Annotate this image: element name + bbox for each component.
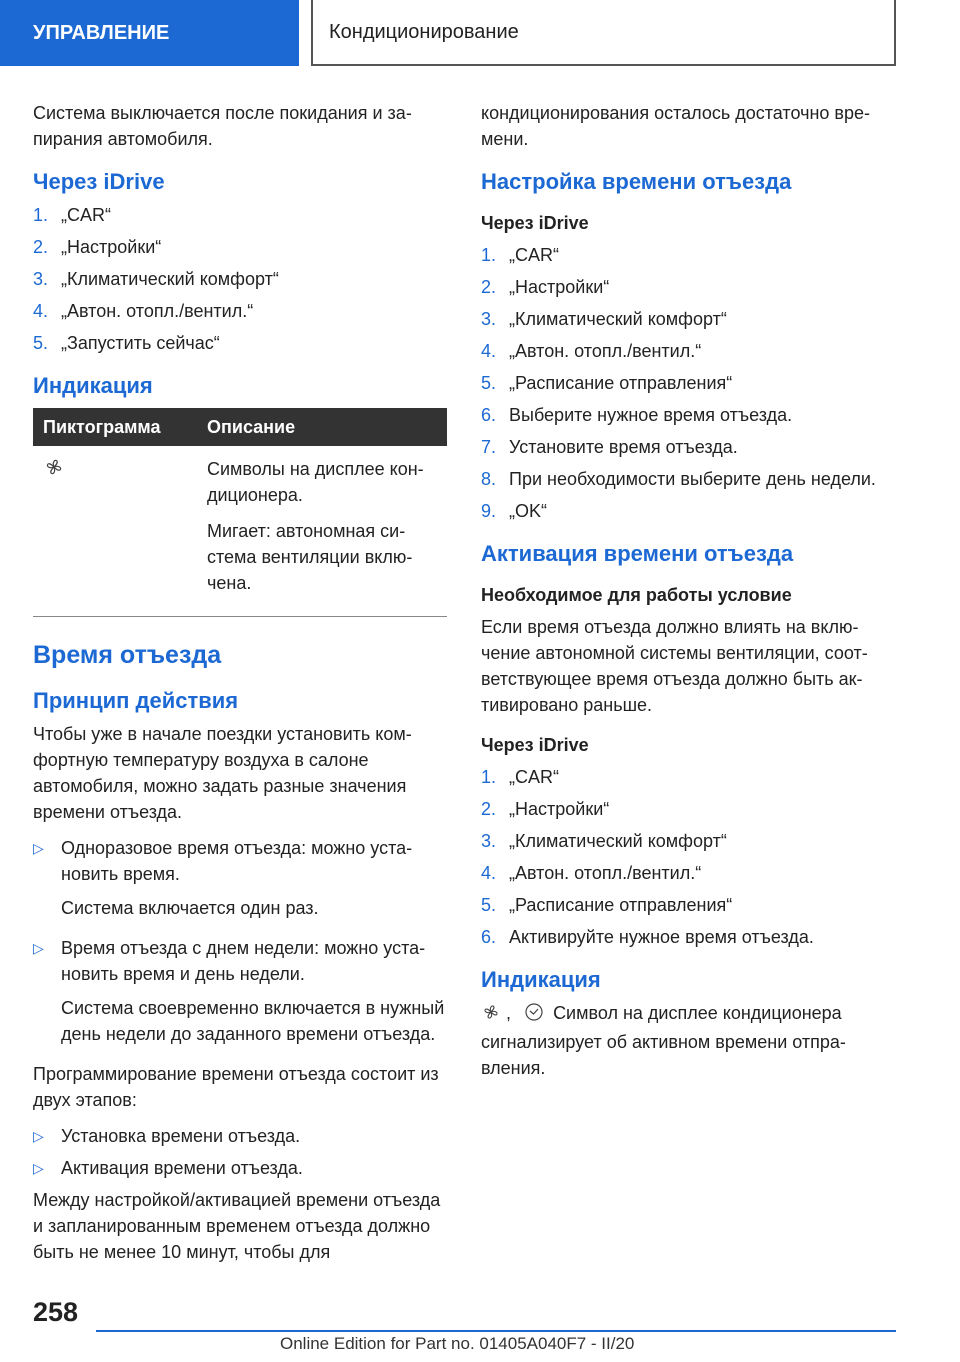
list-item [481,306,901,332]
list-item [481,860,901,886]
step-number: 4. [481,341,497,361]
table-header-description: Описание [197,408,447,446]
step-text: „Автон. отопл./вентил.“ [61,301,254,321]
via-idrive-heading: Через iDrive [33,169,165,194]
step-text: Активируйте нужное время отъезда. [509,927,814,947]
list-item [33,330,447,356]
indication-heading: Индикация [33,373,153,398]
bullet-text: Активация времени отъезда. [61,1158,303,1178]
step-number: 5. [481,895,497,915]
chapter-title: Кондиционирование [311,0,896,66]
via-idrive-subheading: Через iDrive [481,213,589,233]
setting-heading: Настройка времени отъезда [481,169,792,194]
step-number: 3. [481,831,497,851]
indication-heading-right: Индикация [481,967,601,992]
step-text: Установите время отъезда. [509,437,738,457]
section-tab: УПРАВЛЕНИЕ [0,0,299,66]
indication-text: Символ на дисплее кондиционера сигнализирует об активном времени отправления. [481,1003,846,1078]
step-number: 3. [33,269,49,289]
step-number: 5. [481,373,497,393]
list-item [33,835,447,929]
step-number: 2. [481,799,497,819]
step-number: 2. [481,277,497,297]
step-number: 9. [481,501,497,521]
list-item [33,1123,447,1149]
triangle-right-icon: ▷ [33,940,44,956]
step-number: 4. [33,301,49,321]
step-text: „OK“ [509,501,547,521]
list-item [481,924,901,950]
step-number: 1. [33,205,49,225]
pictogram-cell [33,446,197,617]
principle-text: Чтобы уже в начале поездки установить комфортную температуру воздуха в салоне автомобиля, можно задать разные значения времени отъезда. [33,724,412,822]
stages-list [33,1123,447,1181]
list-item [481,338,901,364]
footer-divider [96,1330,896,1332]
step-number: 2. [33,237,49,257]
icon-separator: , [506,1003,512,1023]
list-item [481,828,901,854]
triangle-right-icon: ▷ [33,840,44,856]
step-number: 5. [33,333,49,353]
step-text: „Климатический комфорт“ [61,269,279,289]
step-number: 6. [481,405,497,425]
step-text: „Запустить сейчас“ [61,333,220,353]
list-item [33,935,447,1055]
prerequisite-text: Если время отъезда должно влиять на включение автономной системы вентиляции, соответствующее время отъезда должно быть активировано раньше. [481,617,868,715]
list-item [33,234,447,260]
pictogram-table [33,408,447,617]
step-text: „Расписание отправления“ [509,373,733,393]
page-number: 258 [33,1297,79,1327]
step-number: 6. [481,927,497,947]
step-text: „Автон. отопл./вентил.“ [509,341,702,361]
step-text: „Климатический комфорт“ [509,309,727,329]
prerequisite-heading: Необходимое для работы условие [481,585,792,605]
indication-paragraph [481,1000,901,1081]
programming-text: Программирование времени отъезда состоит из двух этапов: [33,1064,439,1110]
mode-list [33,835,447,1055]
steps-list-setting [481,242,901,524]
right-column [481,100,901,1081]
list-item [481,274,901,300]
step-text: „Настройки“ [61,237,162,257]
list-item [481,242,901,268]
list-item [481,764,901,790]
principle-heading: Принцип действия [33,688,239,713]
step-number: 8. [481,469,497,489]
description-text: Символы на дисплее кондиционера. [207,459,424,505]
step-text: Выберите нужное время отъезда. [509,405,793,425]
step-text: „CAR“ [509,245,559,265]
page-header [0,0,960,66]
edition-text: Online Edition for Part no. 01405A040F7 - II/20 [280,1334,635,1353]
step-number: 1. [481,767,497,787]
list-item [481,498,901,524]
step-text: „CAR“ [61,205,111,225]
bullet-text: Время отъезда с днем недели: можно установить время и день недели. [61,938,426,984]
step-text: „Настройки“ [509,799,610,819]
via-idrive-subheading: Через iDrive [481,735,589,755]
step-text: „Настройки“ [509,277,610,297]
description-cell [197,446,447,617]
departure-time-title: Время отъезда [33,641,222,669]
activation-heading: Активация времени отъезда [481,541,794,566]
table-row [33,446,447,617]
bullet-subtext: Система включается один раз. [61,898,319,918]
bullet-text: Одноразовое время отъезда: можно установить время. [61,838,413,884]
table-header-pictogram: Пиктограмма [33,408,197,446]
list-item [481,402,901,428]
list-item [481,892,901,918]
bullet-subtext: Система своевременно включается в нужный день недели до заданного времени отъезда. [61,998,445,1044]
bullet-text: Установка времени отъезда. [61,1126,301,1146]
step-number: 4. [481,863,497,883]
triangle-right-icon: ▷ [33,1160,44,1176]
description-text: Мигает: автономная система вентиляции включена. [207,521,413,593]
list-item [33,202,447,228]
list-item [481,466,901,492]
list-item [33,266,447,292]
list-item [481,434,901,460]
intro-text: Система выключается после покидания и запирания автомобиля. [33,103,412,149]
closing-text: Между настройкой/активацией времени отъезда и запланированным временем отъезда должно быть не менее 10 минут, чтобы для [33,1190,441,1262]
steps-list-activation [481,764,901,950]
triangle-right-icon: ▷ [33,1128,44,1144]
clock-icon [524,1002,544,1029]
step-number: 7. [481,437,497,457]
step-number: 3. [481,309,497,329]
list-item [33,298,447,324]
left-column [33,100,447,1275]
step-text: „CAR“ [509,767,559,787]
list-item [481,796,901,822]
fan-icon [43,462,65,482]
step-text: При необходимости выберите день недели. [509,469,876,489]
step-text: „Климатический комфорт“ [509,831,727,851]
steps-list-start [33,202,447,356]
list-item [33,1155,447,1181]
step-text: „Автон. отопл./вентил.“ [509,863,702,883]
list-item [481,370,901,396]
step-text: „Расписание отправления“ [509,895,733,915]
continued-text: кондиционирования осталось достаточно времени. [481,103,870,149]
step-number: 1. [481,245,497,265]
fan-icon [481,1002,501,1029]
